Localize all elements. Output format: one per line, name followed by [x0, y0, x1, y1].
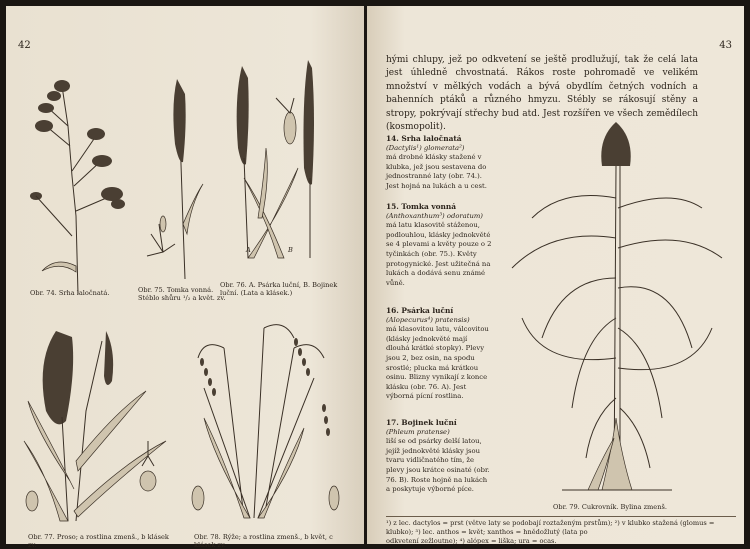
- figure-75-sweet-vernal-grass: [141, 74, 211, 284]
- entry-17-latin: (Phleum pratense): [386, 427, 450, 436]
- page-number-left: 42: [18, 40, 31, 51]
- caption-fig75: Obr. 75. Tomka vonná. Stéblo shůru ¹/₂ a květ. zv.: [138, 286, 226, 303]
- figure-76-foxtail-timothy: [224, 58, 344, 268]
- entry-17-heading: 17. Bojinek luční: [386, 418, 457, 427]
- right-page: [367, 6, 744, 544]
- caption-fig77: Obr. 77. Proso; a rostlina zmenš., b klásek zv.: [28, 533, 169, 549]
- footnotes: [386, 516, 736, 546]
- entry-15-heading: 15. Tomka vonná: [386, 202, 457, 211]
- caption-fig74: Obr. 74. Srha laločnatá.: [30, 289, 110, 297]
- caption-fig79: Obr. 79. Cukrovník. Bylina zmenš.: [553, 503, 667, 511]
- footnote-line-1: ¹) z lec. dactylos = prst (větve laty se podobají roztaženým prstům); ²) v klubko stažená (glomus = klubko); ³) lec. anthos = květ; xanthos = hnědožlutý (lata po: [386, 519, 715, 536]
- figure-79-sugarcane: [502, 118, 732, 498]
- left-page: [6, 6, 364, 549]
- entry-14-heading: 14. Srha laločnatá: [386, 134, 462, 143]
- entry-16: [386, 306, 492, 402]
- entry-16-latin: (Alopecurus⁴) pratensis): [386, 315, 470, 324]
- entry-17-text: liší se od psárky delší latou, jejíž jednokvěté klásky jsou tvaru vidličnatého tím, že plevy jsou krátce osinaté (obr. 76. B). Roste hojně na lukách a poskytuje výborné píce.: [386, 437, 490, 494]
- footnote-line-2: odkvetení zežloutne); ⁴) alópex = liška; ura = ocas.: [386, 537, 557, 545]
- figure-74-orchard-grass: [16, 66, 136, 296]
- entry-14: [386, 134, 492, 192]
- reed-paragraph: hými chlupy, jež po odkvetení se ještě prodlužují, tak že celá lata jest úhledně chvostnatá. Rákos roste pohromadě ve velikém množství v mělkých vodách a bývá obydlím četných vodních a bahenních ptáků a různého hmyzu. Stébly se rákosují stěny a stropy, pokrývají střechy bud atd. Jest rozšířen ve všech zemědílech (kosmopolit).: [386, 55, 698, 133]
- figure-76-label-b: B: [288, 246, 293, 254]
- figure-76-label-a: A: [246, 246, 251, 254]
- figure-78-rice: [184, 308, 344, 528]
- entry-15-latin: (Anthoxanthum³) odoratum): [386, 211, 483, 220]
- entry-17: [386, 418, 492, 495]
- entry-14-text: má drobné klásky stažené v klubka, jež jsou sestavena do jednostranné laty (obr. 74.). Jest hojná na lukách a u cest.: [386, 153, 487, 190]
- page-number-right: 43: [719, 40, 732, 51]
- entry-15-text: má latu klasovitě stáženou, podlouhlou, klásky jednokvěté se 4 plevami a květy pouze o 2 tyčinkách (obr. 75.). Květy protogynické. Jest užitečná na lukách a dodává senu známé vůně.: [386, 221, 492, 287]
- entry-15: [386, 202, 492, 288]
- entry-16-heading: 16. Psárka luční: [386, 306, 454, 315]
- entry-14-latin: (Dactylis¹) glomerata²): [386, 143, 465, 152]
- figure-77-millet: [16, 321, 176, 531]
- caption-fig76: Obr. 76. A. Psárka luční, B. Bojinek luční. (Lata a klásek.): [220, 281, 338, 298]
- caption-fig78: Obr. 78. Rýže; a rostlina zmenš., b květ, c klásek zv.: [194, 533, 333, 549]
- entry-16-text: má klasovitou latu, válcovitou (klásky jednokvěté mají dlouhá krátké stopky). Plevy jsou 2, bez osin, na spodu srostlé; plucka má krátkou osinu. Blizny vynikají z konce klásku (obr. 76. A). Jest výborná pícní rostlina.: [386, 325, 489, 401]
